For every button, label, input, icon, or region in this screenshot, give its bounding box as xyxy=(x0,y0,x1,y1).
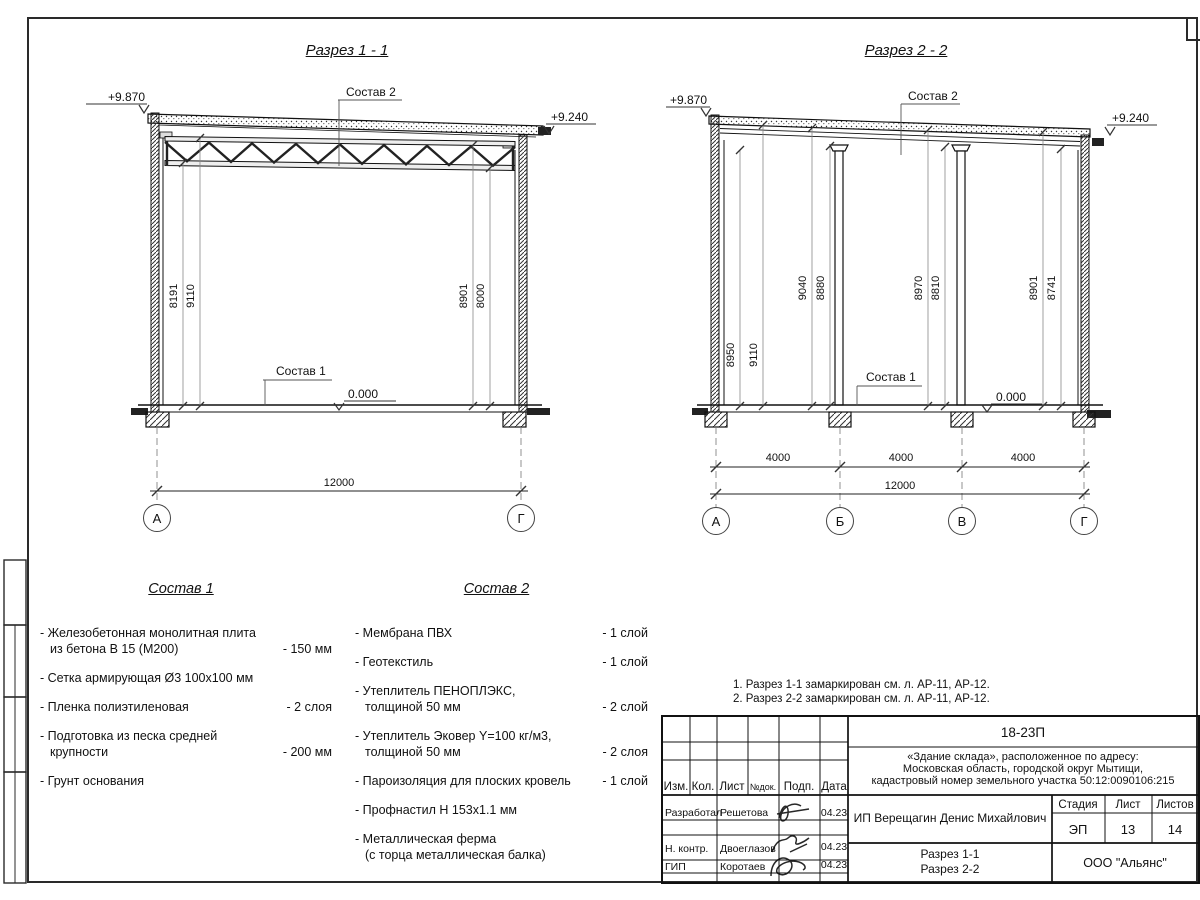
sostav2-leader xyxy=(901,89,960,155)
tb-address-3: кадастровый номер земельного участка 50:12:0090106:215 xyxy=(871,775,1175,787)
elevation-floor xyxy=(982,390,1042,412)
tb-col-kol: Кол. xyxy=(691,781,715,793)
axis-a: А xyxy=(711,514,721,529)
dim-8901: 8901 xyxy=(1028,275,1040,301)
tb-name-2: Двоеглазов xyxy=(720,843,776,855)
dim-8880: 8880 xyxy=(815,275,827,301)
axis-bubbles xyxy=(703,508,1098,535)
note-2: 2. Разрез 2-2 замаркирован см. л. АР-11, АР-12. xyxy=(733,693,990,705)
dim-8810: 8810 xyxy=(930,275,942,301)
tb-date-2: 04.23 xyxy=(820,841,848,853)
tb-sheet-label: Лист xyxy=(1115,799,1141,811)
dim-ticks xyxy=(179,134,494,410)
dim-9040: 9040 xyxy=(797,275,809,301)
tb-doc-title-1: Разрез 1-1 xyxy=(920,847,980,861)
sostav2-list: Состав 2 - Мембрана ПВХ - 1 слой - Геотекстиль - 1 слой - Утеплитель ПЕНОПЛЭКС, толщиной 50 мм - 2 слой - Утеплитель Эковер Y=100 кг/м3, толщиной 50 мм - 2 слоя - Пароизоляция для плоских кровель - 1 слой - Профнастил Н 153х1.1 мм - Металлическая ферма (с торца металлическая балка) xyxy=(345,575,648,875)
tb-stage: ЭП xyxy=(1068,822,1088,837)
sostav1-title: Состав 1 xyxy=(148,581,214,597)
svg-text:+9.870: +9.870 xyxy=(669,93,707,107)
dim-8741: 8741 xyxy=(1046,275,1058,301)
tb-col-ndok: №док. xyxy=(749,782,777,792)
columns xyxy=(830,145,970,405)
walls xyxy=(711,115,1089,412)
dim-9110: 9110 xyxy=(185,284,197,308)
dim-8000: 8000 xyxy=(475,283,487,309)
tb-role-3: ГИП xyxy=(665,861,686,873)
tb-col-podp: Подп. xyxy=(783,781,815,793)
dim-9110: 9110 xyxy=(748,343,760,367)
span-1: 4000 xyxy=(765,452,791,464)
axis-lines xyxy=(157,427,521,504)
signature-2 xyxy=(772,836,809,852)
roof-slab xyxy=(148,114,551,137)
svg-text:Состав 1: Состав 1 xyxy=(276,364,326,378)
tb-doc-title-2: Разрез 2-2 xyxy=(920,862,980,876)
elevation-right xyxy=(1105,111,1157,135)
sostav2-title: Состав 2 xyxy=(463,581,530,597)
height-dimensions xyxy=(183,138,490,406)
tb-col-data: Дата xyxy=(821,781,847,793)
dim-8191: 8191 xyxy=(168,283,180,309)
svg-text:+9.870: +9.870 xyxy=(107,90,145,104)
svg-text:+9.240: +9.240 xyxy=(551,110,589,124)
svg-text:Состав 1: Состав 1 xyxy=(866,370,916,384)
note-1: 1. Разрез 1-1 замаркирован см. л. АР-11, АР-12. xyxy=(733,679,990,691)
svg-text:0.000: 0.000 xyxy=(996,390,1027,404)
elevation-floor xyxy=(334,387,396,410)
axis-g: Г xyxy=(1080,514,1088,529)
section-2-2-drawing xyxy=(650,80,1200,550)
tb-address-2: Московская область, городской округ Мытищи, xyxy=(902,763,1144,775)
tb-role-2: Н. контр. xyxy=(665,843,709,855)
tb-client: ИП Верещагин Денис Михайлович xyxy=(853,811,1047,825)
elevation-right xyxy=(544,110,596,134)
tb-name-1: Решетова xyxy=(720,807,769,819)
axis-g: Г xyxy=(517,511,525,526)
svg-text:Состав 2: Состав 2 xyxy=(908,89,958,103)
sostav1-leader xyxy=(857,370,922,406)
title-block xyxy=(660,714,1200,885)
tb-col-list: Лист xyxy=(719,781,745,793)
axis-a: А xyxy=(152,511,162,526)
axis-v: В xyxy=(957,514,967,529)
section-2-title: Разрез 2 - 2 xyxy=(864,42,948,59)
sostav1-leader xyxy=(263,364,332,406)
dim-total: 12000 xyxy=(884,480,916,492)
roof-truss xyxy=(165,137,515,171)
svg-text:+9.240: +9.240 xyxy=(1112,111,1150,125)
svg-text:Состав 2: Состав 2 xyxy=(346,85,396,99)
corner-stamp-box xyxy=(1186,19,1200,41)
left-margin-blocks xyxy=(0,550,30,890)
tb-sheets-label: Листов xyxy=(1156,799,1194,811)
dim-8901: 8901 xyxy=(458,283,470,309)
span-2: 4000 xyxy=(888,452,914,464)
tb-col-izm: Изм. xyxy=(663,781,689,793)
tb-date-1: 04.23 xyxy=(820,807,848,819)
floor-slab xyxy=(692,405,1111,418)
notes xyxy=(733,678,990,706)
tb-role-1: Разработал xyxy=(665,807,723,819)
section-1-1-drawing xyxy=(60,80,630,550)
dim-total: 12000 xyxy=(323,477,355,489)
elevation-left xyxy=(86,90,149,113)
axis-bubbles xyxy=(144,505,535,532)
dim-8970: 8970 xyxy=(913,275,925,301)
tb-company: ООО "Альянс" xyxy=(1083,856,1167,870)
tb-name-3: Коротаев xyxy=(720,861,766,873)
footings xyxy=(705,412,1095,427)
svg-text:0.000: 0.000 xyxy=(348,387,379,401)
tb-code: 18-23П xyxy=(1000,725,1046,740)
section-1-title: Разрез 1 - 1 xyxy=(305,42,389,59)
tb-address-1: «Здание склада», расположенное по адресу: xyxy=(907,751,1139,763)
dim-8950: 8950 xyxy=(725,342,737,368)
signature-1 xyxy=(777,804,809,821)
elevation-left xyxy=(666,93,711,116)
tb-stage-label: Стадия xyxy=(1058,799,1098,811)
tb-sheet: 13 xyxy=(1120,822,1136,837)
signatures xyxy=(771,804,809,876)
footings xyxy=(146,412,526,427)
axis-b: Б xyxy=(835,514,845,529)
sostav1-list: Состав 1 - Железобетонная монолитная плита из бетона В 15 (М200) - 150 мм - Сетка армирующая Ø3 100х100 мм - Пленка полиэтиленовая - 2 слоя - Подготовка из песка средней крупности - 200 мм - Грунт основания xyxy=(30,575,332,815)
floor-slab xyxy=(131,405,550,415)
tb-date-3: 04.23 xyxy=(820,859,848,871)
span-3: 4000 xyxy=(1010,452,1036,464)
tb-sheets: 14 xyxy=(1167,822,1183,837)
height-dimensions xyxy=(740,125,1061,406)
dim-ticks xyxy=(736,121,1065,410)
